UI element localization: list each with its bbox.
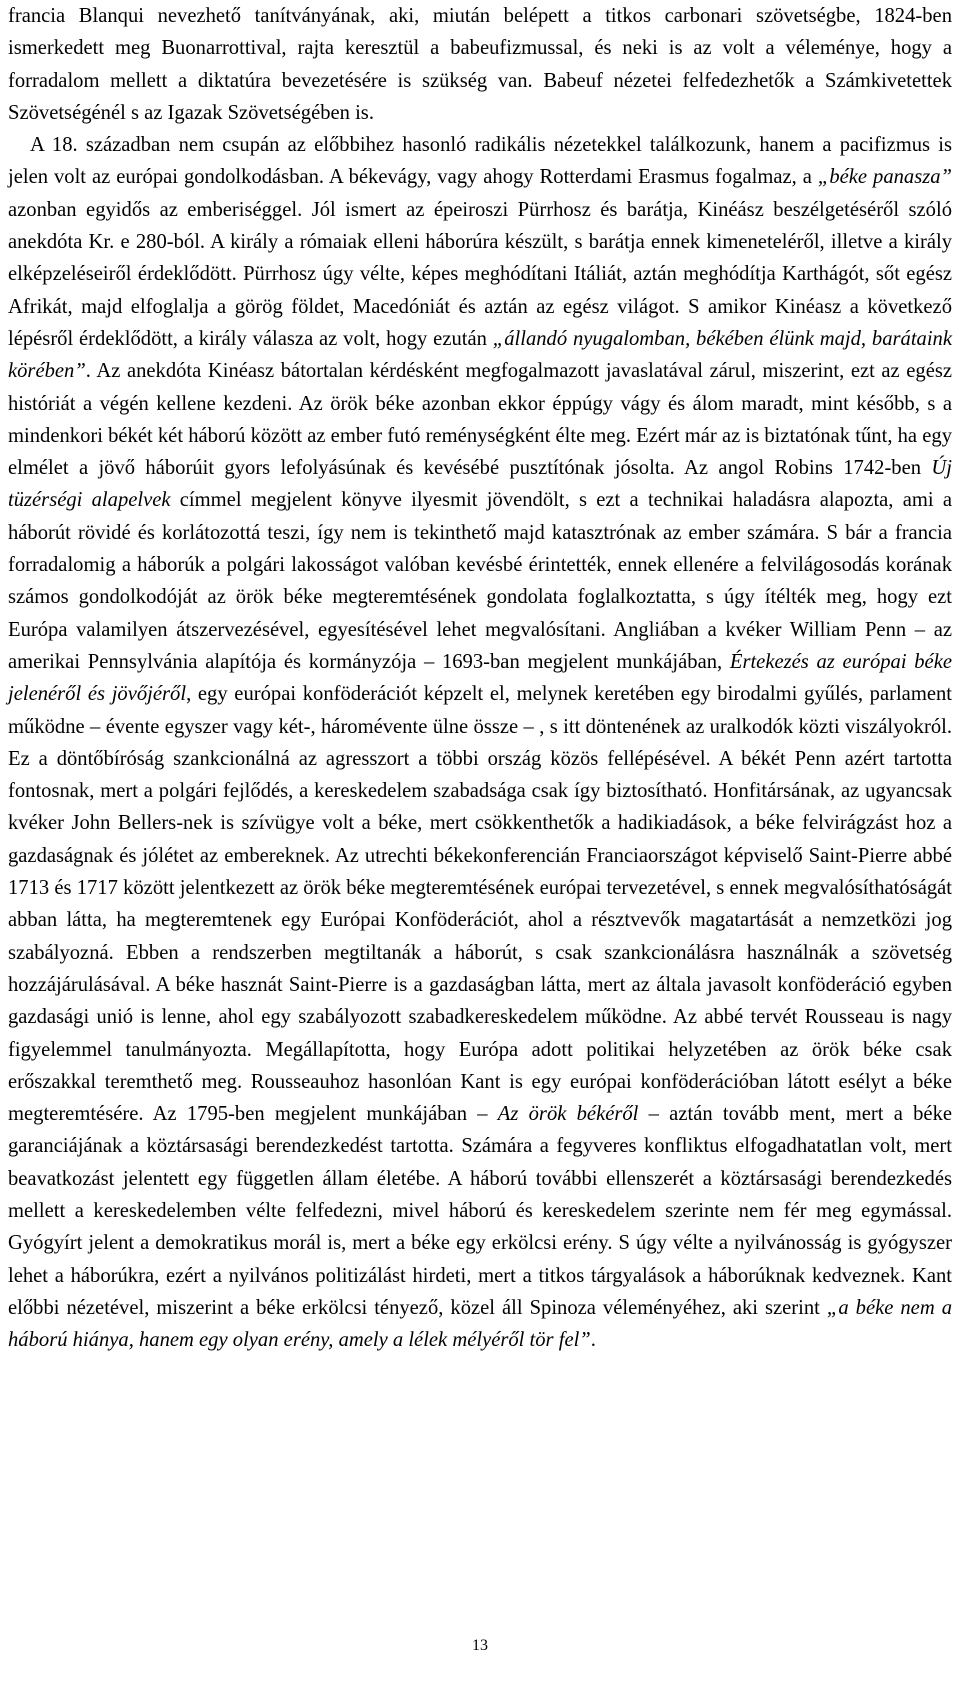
paragraph-text: azonban egyidős az emberiséggel. Jól ismert az épeiroszi Pürrhosz és barátja, Kinéász beszélgetéséről szóló anekdóta Kr. e 280-ból. A király a rómaiak elleni háborúra készült, s barátja ennek kimeneteléről, illetve a király elképzeléseiről érdeklődött. Pürrhosz úgy vélte, képes meghódítani Itáliát, aztán meghódítja Karthágót, sőt egész Afrikát, majd elfoglalja a görög földet, Macedóniát és aztán az egész világot. S amikor Kinéasz a következő lépésről érdeklődött, a király válasza az volt, hogy ezután (8, 198, 952, 350)
quotation-italic: „béke panasza” (817, 166, 952, 189)
quotation-italic: „a béke nem a háború hiánya, hanem egy olyan erény, amely a lélek mélyéről tör fel” (8, 1296, 952, 1352)
paragraph-text: címmel megjelent könyve ilyesmit jövendölt, s ezt a technikai haladásra alapozta, ami a háborút rövidé és korlátozottá teszi, így nem is tekinthető majd katasztrónak az ember számára. S bár a francia forradalomig a háborúk a polgári lakosságot valóban kevésbé érintették, ennek ellenére a felvilágosodás korának számos gondolkodóját az örök béke megteremtésének gondolata foglalkoztatta, s úgy ítélték meg, hogy ezt Európa valamilyen átszervezésével, egyesítésével lehet megvalósítani. Angliában a kvéker William Penn – az amerikai Pennsylvánia alapítója és kormányzója – 1693-ban megjelent munkájában, (8, 489, 953, 673)
paragraph-text: – aztán tovább ment, mert a béke garanciájának a köztársasági berendezkedést tartotta. Számára a fegyveres konfliktus elfogadhatatlan volt, mert beavatkozást jelentett egy független állam életébe. A háború további ellenszerét a köztársasági berendezkedés mellett a kereskedelemben vélte felfedezni, mivel háború és kereskedelem szerinte nem fér meg egymással. Gyógyírt jelent a demokratikus morál is, mert a béke egy erkölcsi erény. S úgy vélte a nyilvánosság is gyógyszer lehet a háborúkra, ezért a nyilvános politizálást hirdeti, mert a titkos tárgyalások a háborúknak kedveznek. Kant előbbi nézetével, miszerint a béke erkölcsi tényező, közel áll Spinoza véleményéhez, aki szerint (8, 1103, 953, 1319)
book-title-italic: Új tüzérségi alapelvek (8, 457, 952, 512)
paragraph-text: francia Blanqui nevezhető tanítványának, aki, miután belépett a titkos carbonari szövetségbe, 1824-ben ismerkedett meg Buonarrottival, rajta keresztül a babeufizmussal, és neki is az volt a véleménye, hogy a forradalom mellett a diktatúra bevezetésére is szükség van. Babeuf nézetei felfedezhetők a Számkivetettek Szövetségénél s az Igazak Szövetségében is. (8, 5, 952, 124)
paragraph-text: . Az anekdóta Kinéasz bátortalan kérdésként megfogalmazott javaslatával zárul, miszerint, ezt az egész históriát a végén kellene kezdeni. Az örök béke azonban ekkor éppúgy vágy és álom maradt, mint később, s a mindenkori békét két háború között az ember futó reménységként élte meg. Ezért már az is biztatónak tűnt, ha egy elmélet a jövő háborúit gyors lefolyásúnak és kevésébé pusztítónak jósolta. Az angol Robins 1742-ben (8, 360, 952, 480)
document-body (8, 0, 952, 1356)
quotation-italic: „állandó nyugalomban, békében élünk majd, barátaink körében” (8, 327, 952, 383)
book-title-italic: Az örök békéről (497, 1103, 639, 1126)
paragraph-text: . (590, 1329, 596, 1352)
paragraph-text: , egy európai konföderációt képzelt el, melynek keretében egy birodalmi gyűlés, parlament működne – évente egyszer vagy két-, háromévente ülne össze – , s itt döntenének az uralkodók közti viszályokról. Ez a döntőbíróság szankcionálná az agresszort a többi ország közös fellépésével. A békét Penn azért tartotta fontosnak, mert a polgári fejlődés, a kereskedelem szabadsága csak így biztosítható. Honfitársának, az ugyancsak kvéker John Bellers-nek is szívügye volt a béke, mert csökkenthetők a hadikiadások, a béke felvirágzást hoz a gazdaságnak és jólétet az embereknek. Az utrechti békekonferencián Franciaországot képviselő Saint-Pierre abbé 1713 és 1717 között jelentkezett az örök béke megteremtésének európai tervezetével, s ennek megvalósíthatóságát abban látta, ha megteremtenek egy Európai Konföderációt, ahol a résztvevők magatartását a nemzetközi jog szabályozná. Ebben a rendszerben megtiltanák a háborút, s csak szankcionálásra használnák a szövetség hozzájárulásával. A béke hasznát Saint-Pierre is a gazdaságban látta, mert az általa javasolt konföderáció egyben gazdasági unió is lenne, ahol egy szabályozott szabadkereskedelem működne. Az abbé tervét Rousseau is nagy figyelemmel tanulmányozta. Megállapította, hogy Európa adott politikai helyzetében az örök béke csak erőszakkal teremthető meg. Rousseauhoz hasonlóan Kant is egy európai konföderációban látott esélyt a béke megteremtésére. Az 1795-ben megjelent munkájában – (8, 683, 952, 1126)
book-title-italic: Értekezés az európai béke jelenéről és jövőjéről (8, 650, 952, 706)
paragraph-text: A 18. században nem csupán az előbbihez hasonló radikális nézetekkel találkozunk, hanem a pacifizmus is jelen volt az európai gondolkodásban. A békevágy, vagy ahogy Rotterdami Erasmus fogalmaz, a (8, 134, 952, 189)
paragraph (8, 0, 952, 129)
page-number: 13 (472, 1637, 488, 1654)
paragraph (8, 129, 952, 1356)
